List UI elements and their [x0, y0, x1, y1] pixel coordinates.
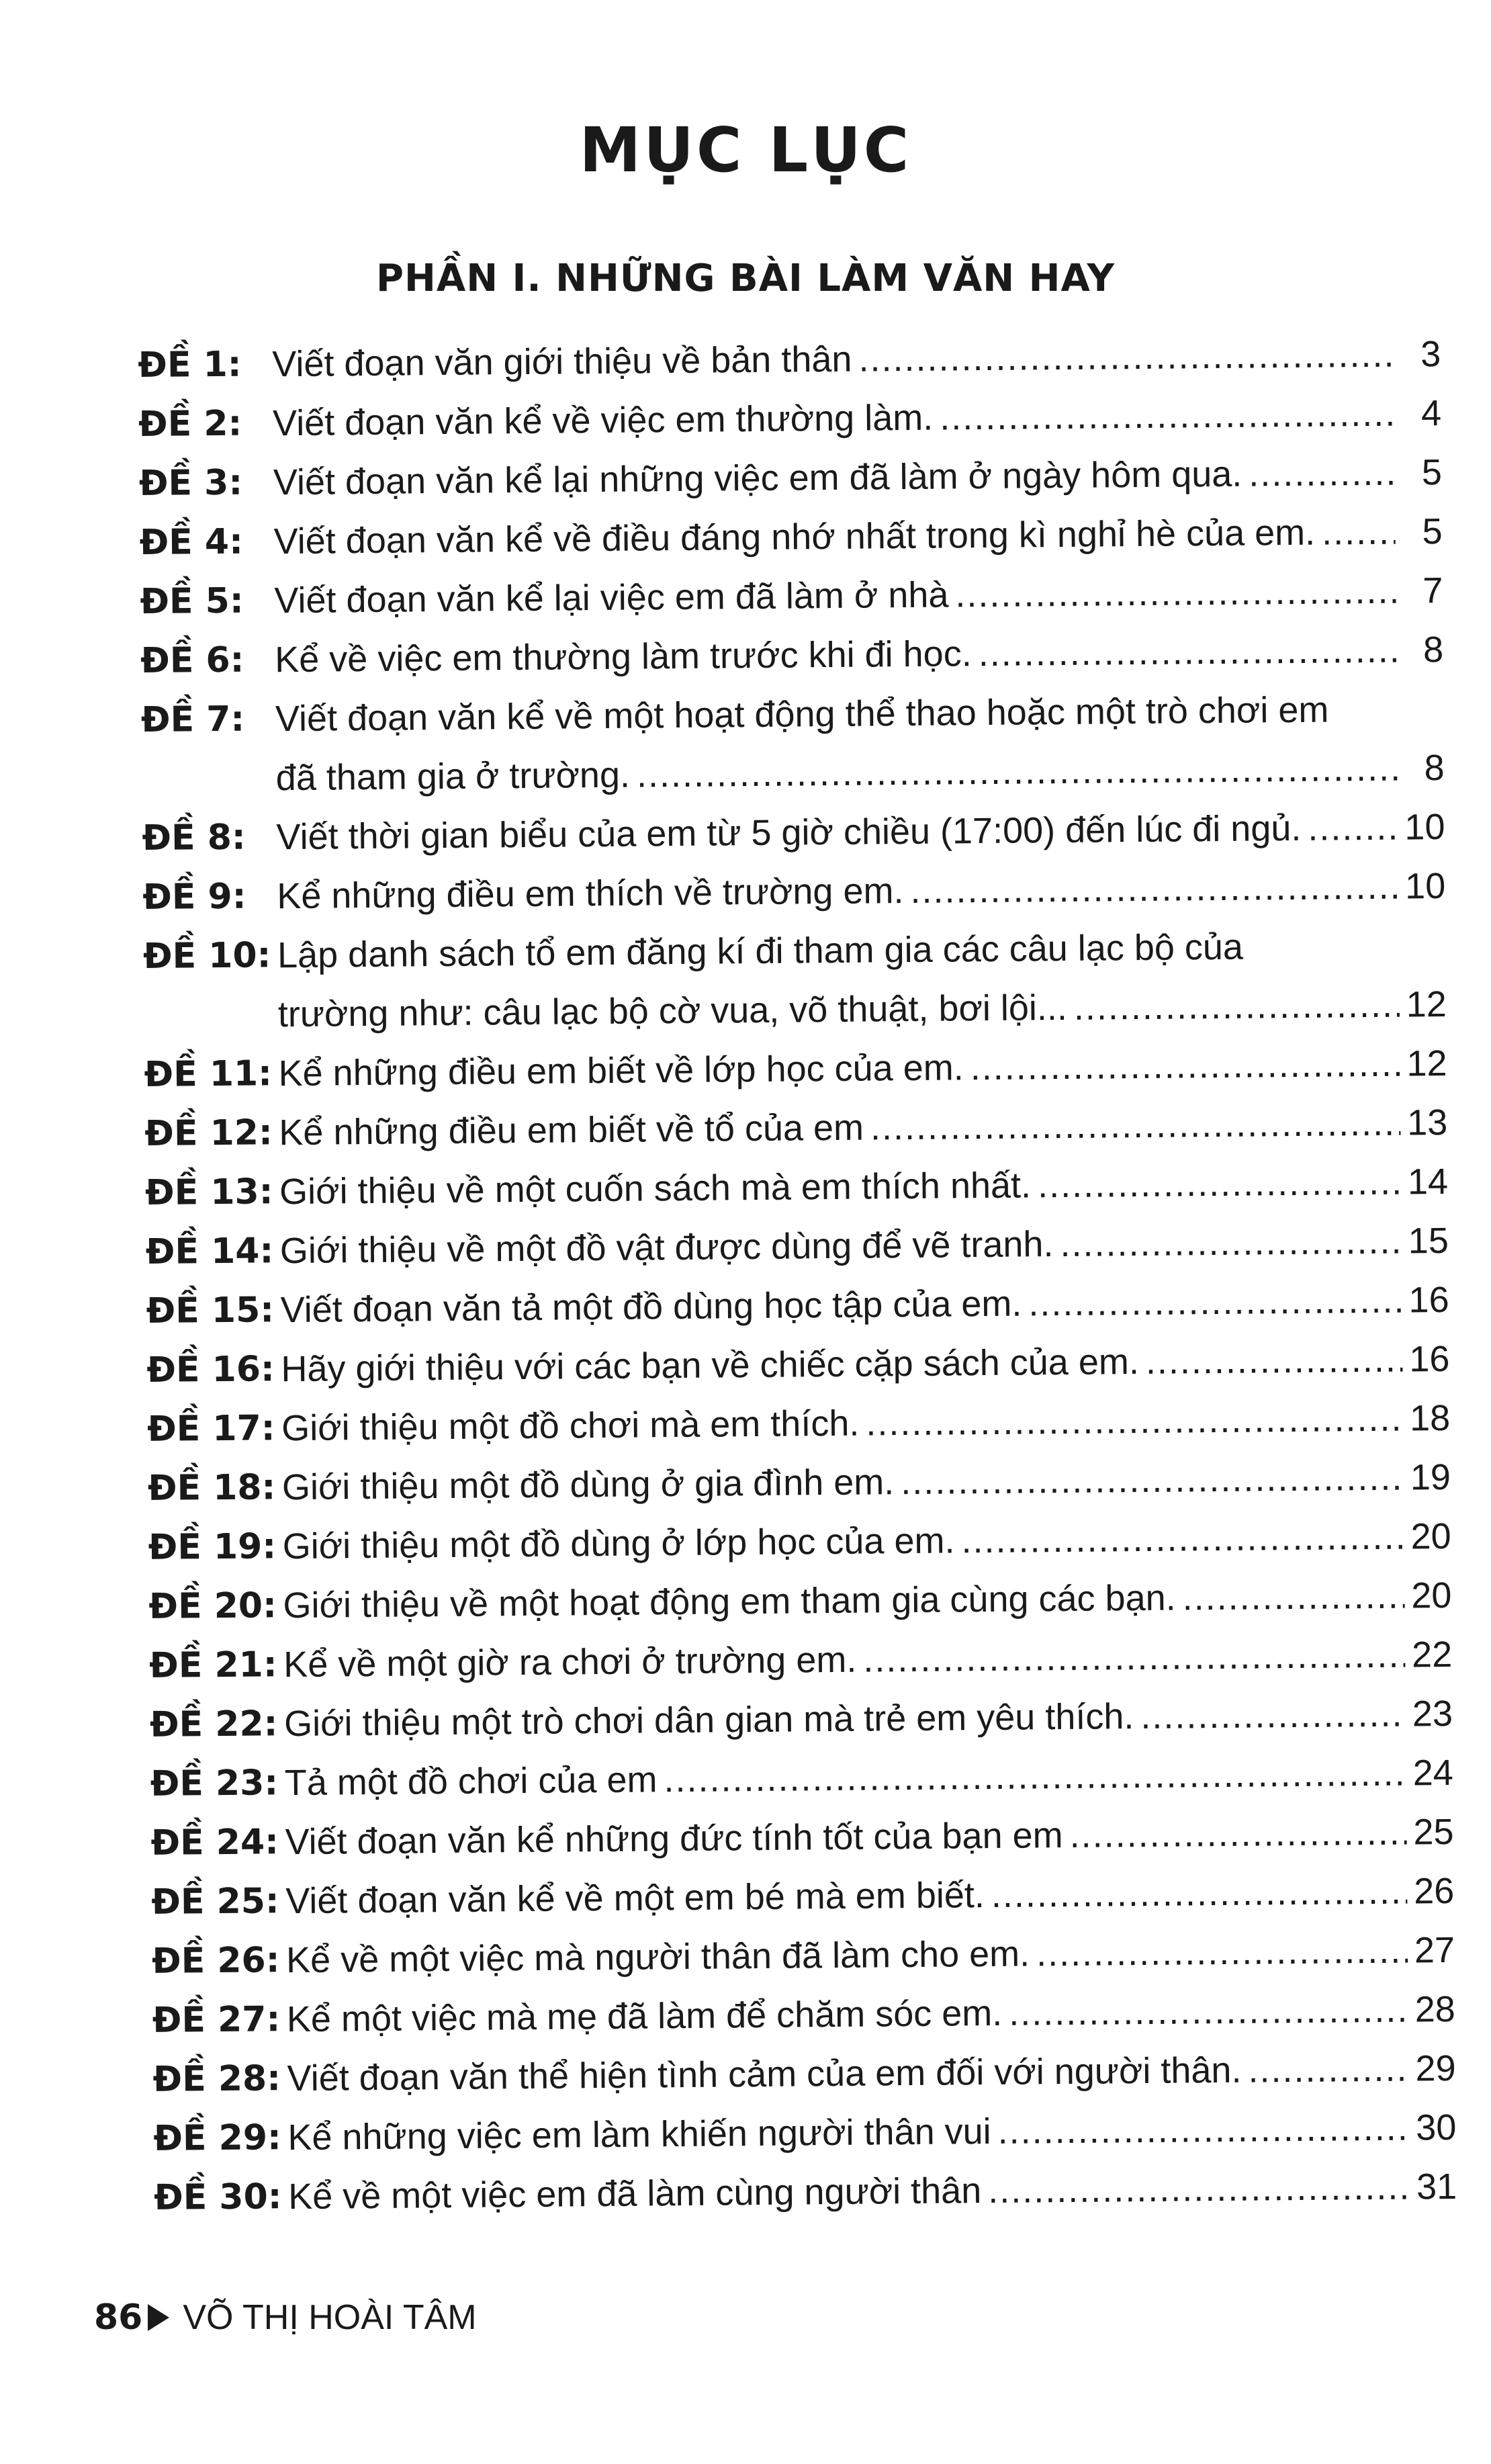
entry-title: Giới thiệu một đồ dùng ở gia đình em. — [281, 1462, 895, 1508]
entry-number: ĐỀ 12: — [144, 1112, 273, 1154]
entry-line — [285, 1861, 1455, 1931]
entry-line — [277, 916, 1447, 985]
dot-leader — [1036, 1921, 1408, 1984]
page-number: 12 — [1406, 984, 1447, 1025]
toc-entry — [152, 1980, 1456, 2050]
dot-leader — [863, 1626, 1406, 1689]
toc-entry — [154, 2157, 1457, 2228]
page-number: 5 — [1422, 511, 1443, 552]
entry-title: Giới thiệu về một cuốn sách mà em thích nhất. — [279, 1165, 1032, 1213]
page-number: 27 — [1414, 1929, 1455, 1971]
entry-number: ĐỀ 22: — [149, 1704, 278, 1745]
entry-body — [282, 1507, 1451, 1576]
entry-number: ĐỀ 28: — [152, 2058, 281, 2100]
dot-leader — [1140, 1685, 1406, 1746]
toc-entry — [150, 1802, 1454, 1873]
entry-number: ĐỀ 10: — [142, 935, 271, 977]
page-number: 31 — [1416, 2166, 1457, 2207]
entry-number: ĐỀ 5: — [140, 580, 244, 622]
entry-title: Viết đoạn văn kể về điều đáng nhớ nhất trong kì nghỉ hè của em. — [273, 512, 1316, 562]
entry-number: ĐỀ 17: — [146, 1408, 275, 1450]
entry-line — [280, 1211, 1449, 1280]
toc-entry — [146, 1329, 1450, 1400]
entry-line — [285, 1802, 1454, 1872]
page-number: 24 — [1412, 1752, 1454, 1794]
entry-body — [281, 1389, 1451, 1458]
entry-line — [287, 2039, 1456, 2108]
entry-line — [280, 1270, 1449, 1339]
page-number: 5 — [1421, 452, 1443, 493]
entry-number: ĐỀ 3: — [138, 462, 243, 504]
entry-body — [281, 1329, 1450, 1399]
dot-leader — [870, 1094, 1401, 1157]
entry-number: ĐỀ 11: — [144, 1053, 273, 1095]
page-number: 8 — [1422, 629, 1444, 670]
entry-line — [274, 561, 1443, 630]
entry-line — [282, 1448, 1451, 1517]
entry-line — [277, 856, 1446, 926]
dot-leader — [866, 1389, 1404, 1453]
toc-entry — [140, 620, 1444, 691]
entry-body — [287, 2098, 1457, 2167]
entry-title: Kể những điều em biết về tổ của em — [279, 1107, 864, 1153]
toc-entry — [148, 1448, 1451, 1518]
entry-body — [284, 1743, 1453, 1812]
entry-number: ĐỀ 24: — [150, 1822, 279, 1863]
entry-title: Kể về một việc em đã làm cùng người thân — [287, 2170, 982, 2217]
page-number: 8 — [1424, 748, 1445, 789]
entry-body — [275, 679, 1445, 807]
page-number: 3 — [1420, 334, 1441, 375]
toc-entry — [140, 561, 1443, 631]
toc-entry — [142, 856, 1446, 927]
entry-line — [279, 1093, 1448, 1162]
toc-entry — [139, 502, 1443, 572]
page-number: 16 — [1408, 1280, 1449, 1321]
entry-body — [285, 1861, 1455, 1931]
toc-entry — [142, 797, 1445, 868]
page-number: 25 — [1413, 1811, 1454, 1853]
entry-line — [273, 443, 1443, 512]
table-of-contents — [138, 324, 1457, 2228]
entry-body — [279, 1152, 1449, 1221]
dot-leader — [1248, 2039, 1409, 2100]
dot-leader — [978, 621, 1396, 683]
toc-entry — [148, 1566, 1452, 1636]
entry-body — [288, 2157, 1457, 2226]
entry-body — [283, 1625, 1453, 1694]
entry-title: đã tham gia ở trường. — [275, 754, 631, 799]
page-number: 30 — [1416, 2107, 1457, 2148]
entry-title: Tả một đồ chơi của em — [284, 1759, 658, 1804]
entry-line — [284, 1684, 1453, 1753]
toc-entry — [138, 384, 1442, 454]
page-number: 20 — [1411, 1575, 1452, 1616]
entry-number: ĐỀ 7: — [140, 699, 245, 740]
entry-body — [286, 1980, 1455, 2049]
entry-body — [273, 502, 1443, 571]
entry-line — [279, 1152, 1449, 1221]
entry-body — [278, 1034, 1447, 1103]
toc-entry — [145, 1152, 1449, 1223]
entry-line — [275, 679, 1445, 748]
entry-body — [272, 324, 1441, 394]
dot-leader — [637, 739, 1398, 805]
toc-entry — [152, 2039, 1456, 2109]
dot-leader — [910, 857, 1398, 920]
entry-line — [281, 1329, 1450, 1399]
entry-body — [280, 1211, 1449, 1280]
entry-title: Kể về việc em thường làm trước khi đi học. — [274, 633, 972, 680]
entry-body — [285, 1802, 1454, 1872]
toc-entry — [146, 1211, 1449, 1282]
entry-number: ĐỀ 16: — [146, 1349, 275, 1391]
entry-line — [283, 1625, 1453, 1694]
dot-leader — [970, 1035, 1400, 1098]
entry-number: ĐỀ 8: — [142, 817, 246, 859]
dot-leader — [997, 2099, 1409, 2161]
entry-line — [275, 620, 1444, 689]
entry-body — [282, 1448, 1451, 1517]
entry-title: Viết đoạn văn thể hiện tình cảm của em đối với người thân. — [287, 2050, 1242, 2099]
dot-leader — [1145, 1330, 1402, 1391]
dot-leader — [955, 562, 1396, 625]
entry-body — [279, 1093, 1448, 1162]
dot-leader — [1038, 1153, 1402, 1215]
page-number: 12 — [1406, 1043, 1447, 1084]
triangle-icon — [148, 2304, 169, 2331]
section-title: PHẦN I. NHỮNG BÀI LÀM VĂN HAY — [375, 257, 1116, 300]
page-number: 10 — [1404, 807, 1445, 848]
page-number: 29 — [1415, 2048, 1456, 2089]
entry-line — [273, 502, 1443, 571]
dot-leader — [1322, 502, 1396, 562]
toc-entry — [144, 1093, 1448, 1163]
entry-body — [280, 1270, 1449, 1339]
entry-title: Viết đoạn văn kể về một hoạt động thể thao hoặc một trò chơi em — [275, 689, 1329, 740]
page-footer — [94, 2297, 477, 2338]
entry-title: Giới thiệu một đồ dùng ở lớp học của em. — [282, 1520, 955, 1567]
dot-leader — [991, 1862, 1407, 1925]
entry-title: Viết thời gian biểu của em từ 5 giờ chiều (17:00) đến lúc đi ngủ. — [276, 807, 1302, 858]
page-number: 28 — [1414, 1988, 1456, 2030]
toc-entry — [150, 1743, 1453, 1814]
entry-line — [284, 1743, 1453, 1812]
dot-leader — [961, 1507, 1404, 1571]
entry-number: ĐỀ 13: — [144, 1172, 273, 1213]
dot-leader — [901, 1448, 1404, 1512]
entry-number: ĐỀ 14: — [145, 1231, 274, 1272]
entry-body — [284, 1684, 1453, 1753]
entry-body — [273, 443, 1443, 512]
entry-title: Viết đoạn văn kể những đức tính tốt của bạn em — [285, 1815, 1063, 1863]
entry-line — [272, 324, 1441, 394]
dot-leader — [1028, 1271, 1402, 1333]
entry-title: Lập danh sách tổ em đăng kí đi tham gia các câu lạc bộ của — [277, 926, 1244, 976]
entry-title: Viết đoạn văn kể về việc em thường làm. — [272, 397, 934, 444]
entry-title: Hãy giới thiệu với các bạn về chiếc cặp sách của em. — [281, 1341, 1140, 1390]
dot-leader — [1308, 798, 1398, 858]
entry-number: ĐỀ 30: — [153, 2176, 282, 2218]
toc-entry — [139, 443, 1443, 513]
entry-number: ĐỀ 18: — [147, 1467, 276, 1509]
dot-leader — [1069, 1803, 1407, 1865]
dot-leader — [988, 2158, 1410, 2220]
entry-line — [287, 2098, 1457, 2167]
entry-title: Viết đoạn văn kể lại những việc em đã làm ở ngày hôm qua. — [273, 453, 1242, 503]
entry-body — [274, 561, 1443, 630]
entry-line — [277, 975, 1447, 1044]
page-number: 23 — [1412, 1693, 1453, 1734]
dot-leader — [1074, 975, 1400, 1037]
entry-number: ĐỀ 4: — [139, 521, 244, 563]
entry-title: Kể về một việc mà người thân đã làm cho em. — [285, 1933, 1030, 1981]
page-title: MỤC LỤC — [579, 114, 912, 186]
toc-entry — [149, 1625, 1453, 1696]
page-number: 14 — [1407, 1161, 1449, 1202]
entry-title: Kể những điều em biết về lớp học của em. — [278, 1047, 964, 1094]
toc-entry — [143, 916, 1447, 1045]
entry-line — [286, 1921, 1455, 1990]
entry-line — [281, 1389, 1451, 1458]
page-number: 19 — [1410, 1457, 1451, 1498]
entry-number: ĐỀ 23: — [150, 1763, 279, 1804]
entry-line — [276, 797, 1445, 867]
entry-body — [273, 384, 1442, 453]
entry-number: ĐỀ 21: — [149, 1644, 277, 1686]
entry-title: Giới thiệu về một đồ vật được dùng để vẽ tranh. — [279, 1224, 1054, 1272]
entry-body — [283, 1566, 1452, 1635]
entry-number: ĐỀ 29: — [153, 2117, 282, 2159]
entry-line — [275, 738, 1445, 807]
entry-number: ĐỀ 9: — [142, 876, 246, 918]
entry-body — [286, 1921, 1455, 1990]
entry-number: ĐỀ 2: — [138, 403, 242, 445]
entry-body — [277, 916, 1447, 1044]
entry-title: Kể những điều em thích về trường em. — [277, 871, 904, 917]
entry-body — [276, 797, 1445, 867]
dot-leader — [1249, 443, 1395, 504]
entry-line — [282, 1507, 1451, 1576]
entry-body — [275, 620, 1444, 689]
page-number: 18 — [1409, 1398, 1451, 1439]
footer-page-number: 86 — [94, 2297, 143, 2338]
footer-author: VÕ THỊ HOÀI TÂM — [183, 2298, 477, 2337]
entry-number: ĐỀ 1: — [138, 344, 242, 386]
entry-line — [283, 1566, 1452, 1635]
entry-body — [287, 2039, 1456, 2108]
page-number: 4 — [1420, 393, 1442, 434]
page-number: 22 — [1411, 1634, 1453, 1675]
entry-body — [277, 856, 1446, 926]
entry-title: Viết đoạn văn kể về một em bé mà em biết. — [285, 1875, 985, 1922]
page-number: 20 — [1410, 1516, 1451, 1557]
entry-number: ĐỀ 27: — [152, 1999, 281, 2041]
entry-title: Kể về một giờ ra chơi ở trường em. — [283, 1639, 857, 1685]
entry-line — [288, 2157, 1457, 2226]
entry-title: trường như: câu lạc bộ cờ vua, võ thuật, bơi lội... — [277, 987, 1068, 1035]
toc-entry — [153, 2098, 1457, 2168]
page-number: 16 — [1409, 1339, 1450, 1380]
entry-title: Viết đoạn văn tả một đồ dùng học tập của em. — [280, 1283, 1022, 1331]
entry-title: Viết đoạn văn giới thiệu về bản thân — [272, 339, 852, 385]
entry-number: ĐỀ 6: — [140, 640, 244, 681]
page-number: 13 — [1406, 1102, 1448, 1143]
dot-leader — [858, 325, 1394, 389]
dot-leader — [1060, 1212, 1402, 1274]
entry-title: Kể một việc mà mẹ đã làm để chăm sóc em. — [286, 1992, 1003, 2040]
entry-line — [278, 1034, 1447, 1103]
toc-entry — [138, 324, 1441, 395]
toc-entry — [150, 1684, 1453, 1755]
dot-leader — [1182, 1567, 1405, 1628]
page-number: 10 — [1404, 866, 1446, 907]
page-number: 7 — [1422, 570, 1443, 611]
toc-entry — [152, 1921, 1455, 1991]
entry-title: Giới thiệu một đồ chơi mà em thích. — [281, 1403, 860, 1449]
entry-number: ĐỀ 19: — [148, 1526, 277, 1568]
entry-line — [273, 384, 1442, 453]
entry-line — [286, 1980, 1455, 2049]
entry-number: ĐỀ 20: — [148, 1585, 277, 1627]
entry-number: ĐỀ 26: — [151, 1940, 280, 1982]
entry-title: Viết đoạn văn kể lại việc em đã làm ở nhà — [274, 574, 949, 621]
page-number: 15 — [1408, 1221, 1449, 1262]
toc-entry — [148, 1507, 1451, 1577]
page-number: 26 — [1413, 1870, 1455, 1912]
toc-entry — [147, 1389, 1451, 1459]
toc-entry — [141, 679, 1445, 809]
entry-number: ĐỀ 25: — [151, 1881, 279, 1923]
entry-title: Giới thiệu một trò chơi dân gian mà trẻ em yêu thích. — [283, 1696, 1134, 1745]
toc-entry — [144, 1034, 1447, 1104]
dot-leader — [664, 1744, 1406, 1810]
toc-entry — [146, 1270, 1449, 1341]
toc-entry — [151, 1861, 1455, 1932]
entry-title: Kể những việc em làm khiến người thân vui — [287, 2111, 991, 2158]
entry-title: Giới thiệu về một hoạt động em tham gia cùng các bạn. — [283, 1577, 1176, 1626]
dot-leader — [1009, 1980, 1408, 2043]
dot-leader — [940, 384, 1395, 447]
entry-number: ĐỀ 15: — [146, 1290, 275, 1331]
